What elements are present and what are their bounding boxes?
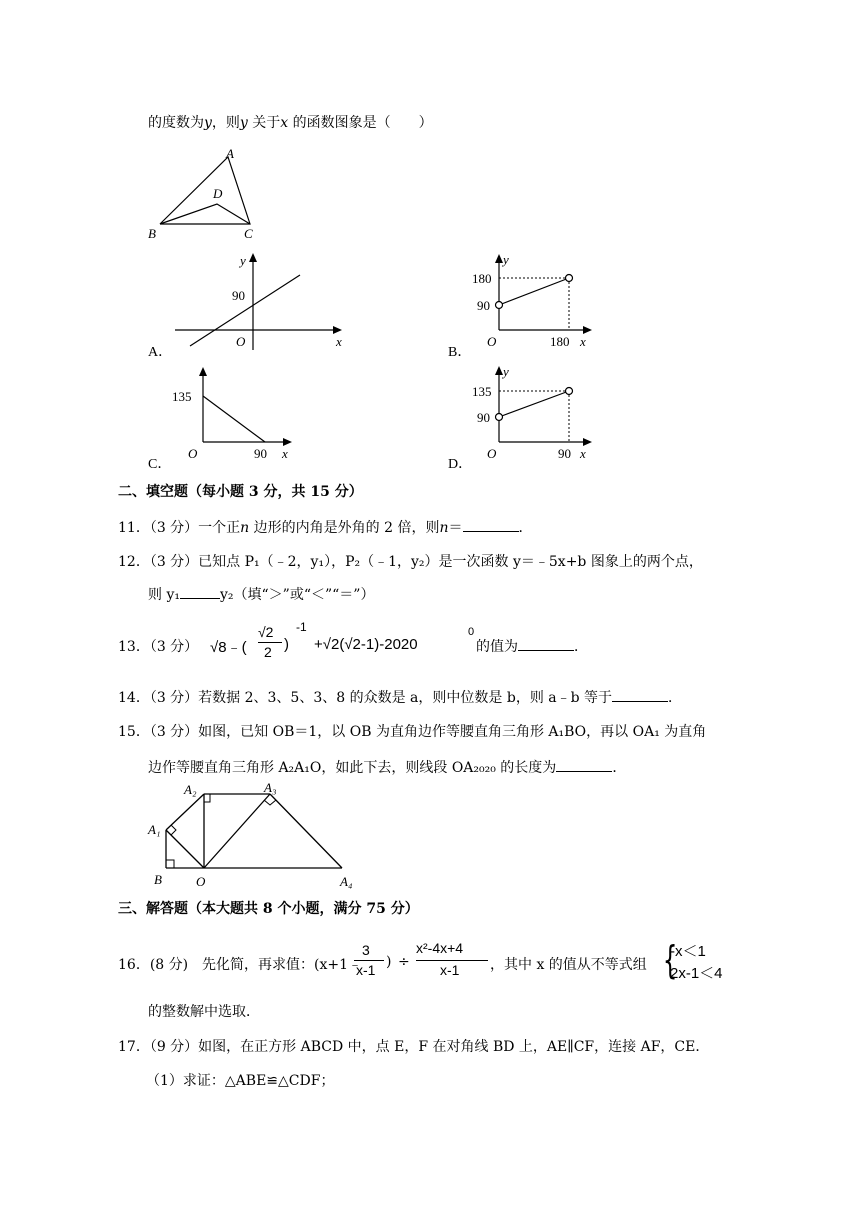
- svg-text:x: x: [580, 446, 586, 461]
- option-d-label[interactable]: D．: [448, 457, 473, 472]
- svg-text:x: x: [580, 334, 586, 349]
- answer-blank[interactable]: [556, 757, 612, 772]
- question-17-sub1: （1）求证：△ABE≌△CDF；: [146, 1073, 335, 1089]
- answer-blank[interactable]: [180, 584, 220, 599]
- question-14: 14．（3 分）若数据 2、3、5、3、8 的众数是 a，则中位数是 b，则 a﹣b 等于 ．: [118, 687, 682, 708]
- question-12-line2: 则 y₁ y₂（填“＞”或“＜”“＝”）: [148, 584, 374, 605]
- option-d-graph: [470, 362, 600, 464]
- option-a-graph: [170, 248, 350, 353]
- svg-text:135: 135: [472, 384, 492, 399]
- question-16-line2: 的整数解中选取．: [148, 1004, 260, 1020]
- svg-text:y: y: [503, 252, 509, 267]
- svg-text:90: 90: [477, 298, 490, 313]
- triangle-abc-figure: [140, 140, 270, 245]
- question-15-line2: 边作等腰直角三角形 A₂A₁O，如此下去，则线段 OA₂₀₂₀ 的长度为 ．: [148, 757, 626, 778]
- svg-text:A₂: A₂: [184, 782, 197, 797]
- answer-blank[interactable]: [612, 687, 668, 702]
- option-b-graph: [470, 250, 600, 352]
- option-c-label[interactable]: C．: [148, 457, 172, 472]
- svg-text:O: O: [196, 874, 206, 889]
- vertex-a-label: A: [226, 146, 234, 161]
- svg-text:O: O: [188, 446, 198, 461]
- svg-text:180: 180: [550, 334, 570, 349]
- svg-text:90: 90: [477, 410, 490, 425]
- svg-text:90: 90: [558, 446, 571, 461]
- svg-text:90: 90: [232, 288, 245, 303]
- option-c-graph: [170, 364, 300, 464]
- question-17-line1: 17．（9 分）如图，在正方形 ABCD 中，点 E，F 在对角线 BD 上，AE∥CF，连接 AF，CE．: [118, 1039, 710, 1055]
- svg-text:x: x: [336, 334, 342, 349]
- svg-text:135: 135: [172, 389, 192, 404]
- svg-text:A₄: A₄: [340, 874, 353, 889]
- svg-text:B: B: [154, 872, 162, 887]
- vertex-d-label: D: [213, 186, 223, 201]
- question-10-tail: 的度数为y，则y 关于x 的函数图象是（ ）: [148, 115, 433, 131]
- question-12-line1: 12．（3 分）已知点 P₁（﹣2，y₁），P₂（﹣1，y₂）是一次函数 y＝﹣5x+b 图象上的两个点，: [118, 554, 703, 570]
- svg-text:O: O: [236, 334, 246, 349]
- svg-text:A₃: A₃: [264, 782, 277, 795]
- option-a-label[interactable]: A．: [148, 345, 173, 360]
- answer-blank[interactable]: [518, 636, 574, 651]
- svg-text:O: O: [487, 446, 497, 461]
- isosceles-triangles-figure: [140, 782, 370, 892]
- vertex-c-label: C: [244, 226, 253, 241]
- svg-text:y: y: [503, 364, 509, 379]
- answer-blank[interactable]: [463, 517, 519, 532]
- svg-text:O: O: [487, 334, 497, 349]
- question-16: 16．(8 分) 先化简，再求值：(x+1﹣ 3 x-1 ) ÷ x²-4x+4 x-1 ，其中 x 的值从不等式组 { -x＜1 2x-1＜4: [118, 938, 723, 982]
- question-11: 11．（3 分）一个正n 边形的内角是外角的 2 倍，则n＝ ．: [118, 517, 533, 538]
- svg-text:y: y: [240, 253, 246, 268]
- vertex-b-label: B: [148, 226, 156, 241]
- svg-text:x: x: [282, 446, 288, 461]
- question-13: 13．（3 分） √8﹣( √2 2 ) -1 +√2(√2-1)-2020 0 的值为 ．: [118, 620, 588, 660]
- section-3-title: 三、解答题（本大题共 8 个小题，满分 75 分）: [118, 901, 419, 917]
- section-2-title: 二、填空题（每小题 3 分，共 15 分）: [118, 484, 363, 500]
- svg-text:180: 180: [472, 271, 492, 286]
- question-15-line1: 15．（3 分）如图，已知 OB＝1，以 OB 为直角边作等腰直角三角形 A₁BO，再以 OA₁ 为直角: [118, 724, 707, 740]
- svg-text:90: 90: [254, 446, 267, 461]
- svg-text:A₁: A₁: [148, 822, 161, 837]
- option-b-label[interactable]: B．: [448, 345, 472, 360]
